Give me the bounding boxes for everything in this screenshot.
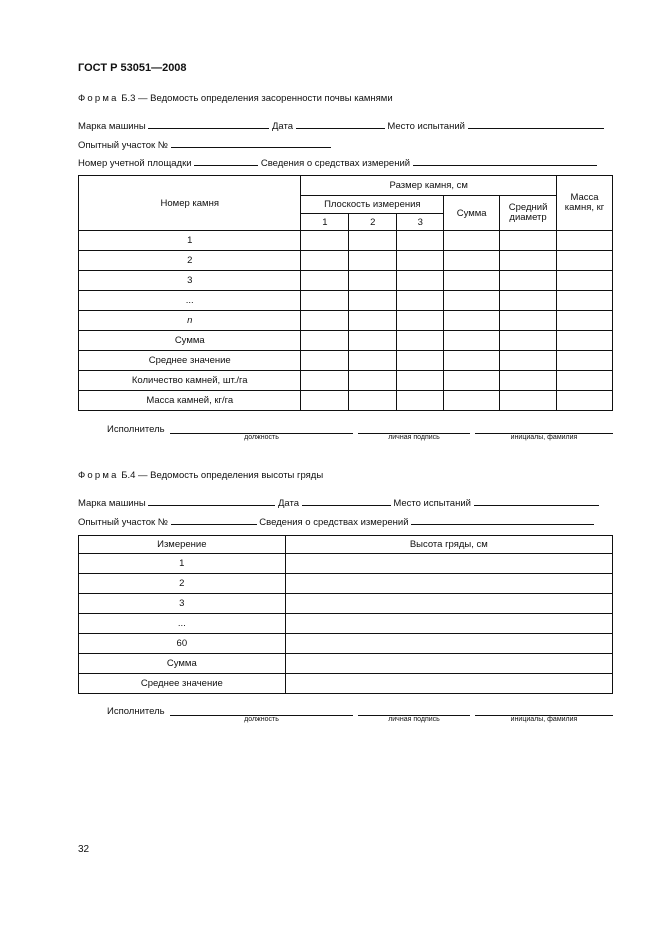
form-b3-title-text: Б.3 — Ведомость определения засоренности почвы камнями: [118, 93, 393, 104]
machine-label: Марка машины: [78, 121, 146, 132]
executor-position-field[interactable]: [170, 423, 353, 434]
col-mass-line2: камня, кг: [564, 202, 605, 213]
stone-table: [78, 175, 613, 411]
table-row: [79, 634, 613, 654]
table-row: [79, 371, 613, 391]
area-label: Номер учетной площадки: [78, 158, 192, 169]
row-label: 2: [79, 574, 286, 594]
col-stone-size: Размер камня, см: [301, 176, 557, 196]
caption-name: инициалы, фамилия: [510, 716, 578, 723]
row-label: Количество камней, шт./га: [79, 371, 301, 391]
col-ridge-height: Высота гряды, см: [285, 536, 612, 554]
executor-position-field[interactable]: [170, 705, 353, 716]
table-row: [79, 654, 613, 674]
table-row: [79, 594, 613, 614]
row-label: 1: [79, 231, 301, 251]
ridge-height-table: [78, 535, 613, 694]
date-field[interactable]: [296, 118, 385, 129]
plane-3: 3: [397, 214, 444, 231]
table-row: [79, 311, 613, 331]
form-b3-title: [78, 93, 393, 104]
row-label: 2: [79, 251, 301, 271]
form-b4-title-word: Форма: [78, 470, 119, 481]
executor-label: Исполнитель: [107, 424, 165, 435]
date-label: Дата: [271, 121, 294, 132]
caption-position: должность: [244, 716, 279, 723]
col-stone-number: Номер камня: [79, 176, 301, 231]
caption-position: должность: [244, 434, 279, 441]
row-label: n: [79, 311, 301, 331]
table-row: [79, 331, 613, 351]
table-row: [79, 271, 613, 291]
row-label: Сумма: [79, 331, 301, 351]
plot-label: Опытный участок №: [78, 140, 168, 151]
col-stone-mass: [557, 176, 613, 231]
document-code: ГОСТ Р 53051—2008: [78, 62, 187, 74]
executor-name-field[interactable]: [475, 423, 613, 434]
area-field[interactable]: [194, 155, 258, 166]
date-label: Дата: [277, 498, 300, 509]
caption-signature: личная подпись: [388, 434, 440, 441]
place-label: Место испытаний: [387, 121, 465, 132]
form-b3-line-machine: [78, 118, 604, 132]
instruments-field[interactable]: [411, 514, 594, 525]
col-mean-diameter: [500, 196, 557, 231]
table-row: [79, 674, 613, 694]
place-label: Место испытаний: [393, 498, 471, 509]
plot-field[interactable]: [171, 514, 257, 525]
row-label: 3: [79, 594, 286, 614]
row-label: 3: [79, 271, 301, 291]
instruments-label: Сведения о средствах измерений: [259, 517, 409, 528]
table-row: [79, 391, 613, 411]
row-label: ...: [79, 291, 301, 311]
form-b4-line-plot: [78, 514, 594, 528]
form-b3-line-area: [78, 155, 597, 169]
machine-field[interactable]: [148, 118, 269, 129]
row-label: Среднее значение: [79, 674, 286, 694]
plane-2: 2: [349, 214, 397, 231]
row-label: 1: [79, 554, 286, 574]
form-b4-title: [78, 470, 323, 481]
col-measurement: Измерение: [79, 536, 286, 554]
row-label: Масса камней, кг/га: [79, 391, 301, 411]
page-number: 32: [78, 844, 90, 855]
col-mass-line1: Масса: [570, 192, 599, 203]
executor-signature-field[interactable]: [358, 423, 470, 434]
place-field[interactable]: [474, 495, 599, 506]
row-label: ...: [79, 614, 286, 634]
executor-label: Исполнитель: [107, 706, 165, 717]
table-row: [79, 351, 613, 371]
caption-name: инициалы, фамилия: [510, 434, 578, 441]
machine-label: Марка машины: [78, 498, 146, 509]
table-row: [79, 251, 613, 271]
plane-1: 1: [301, 214, 349, 231]
row-label: 60: [79, 634, 286, 654]
row-label: Среднее значение: [79, 351, 301, 371]
table-row: [79, 614, 613, 634]
col-sum: Сумма: [444, 196, 500, 231]
table-row: [79, 291, 613, 311]
table-row: [79, 554, 613, 574]
col-diam-line2: диаметр: [509, 212, 547, 223]
col-measurement-plane: Плоскость измерения: [301, 196, 444, 214]
instruments-field[interactable]: [413, 155, 597, 166]
form-b3-title-word: Форма: [78, 93, 119, 104]
table-row: [79, 574, 613, 594]
date-field[interactable]: [302, 495, 391, 506]
row-label: Сумма: [79, 654, 286, 674]
plot-field[interactable]: [171, 137, 331, 148]
machine-field[interactable]: [148, 495, 275, 506]
place-field[interactable]: [468, 118, 604, 129]
col-diam-line1: Средний: [508, 202, 548, 213]
plot-label: Опытный участок №: [78, 517, 168, 528]
executor-signature-field[interactable]: [358, 705, 470, 716]
form-b4-title-text: Б.4 — Ведомость определения высоты гряды: [118, 470, 324, 481]
executor-name-field[interactable]: [475, 705, 613, 716]
instruments-label: Сведения о средствах измерений: [260, 158, 411, 169]
caption-signature: личная подпись: [388, 716, 440, 723]
table-row: [79, 231, 613, 251]
form-b4-line-machine: [78, 495, 599, 509]
form-b3-line-plot: [78, 137, 331, 151]
